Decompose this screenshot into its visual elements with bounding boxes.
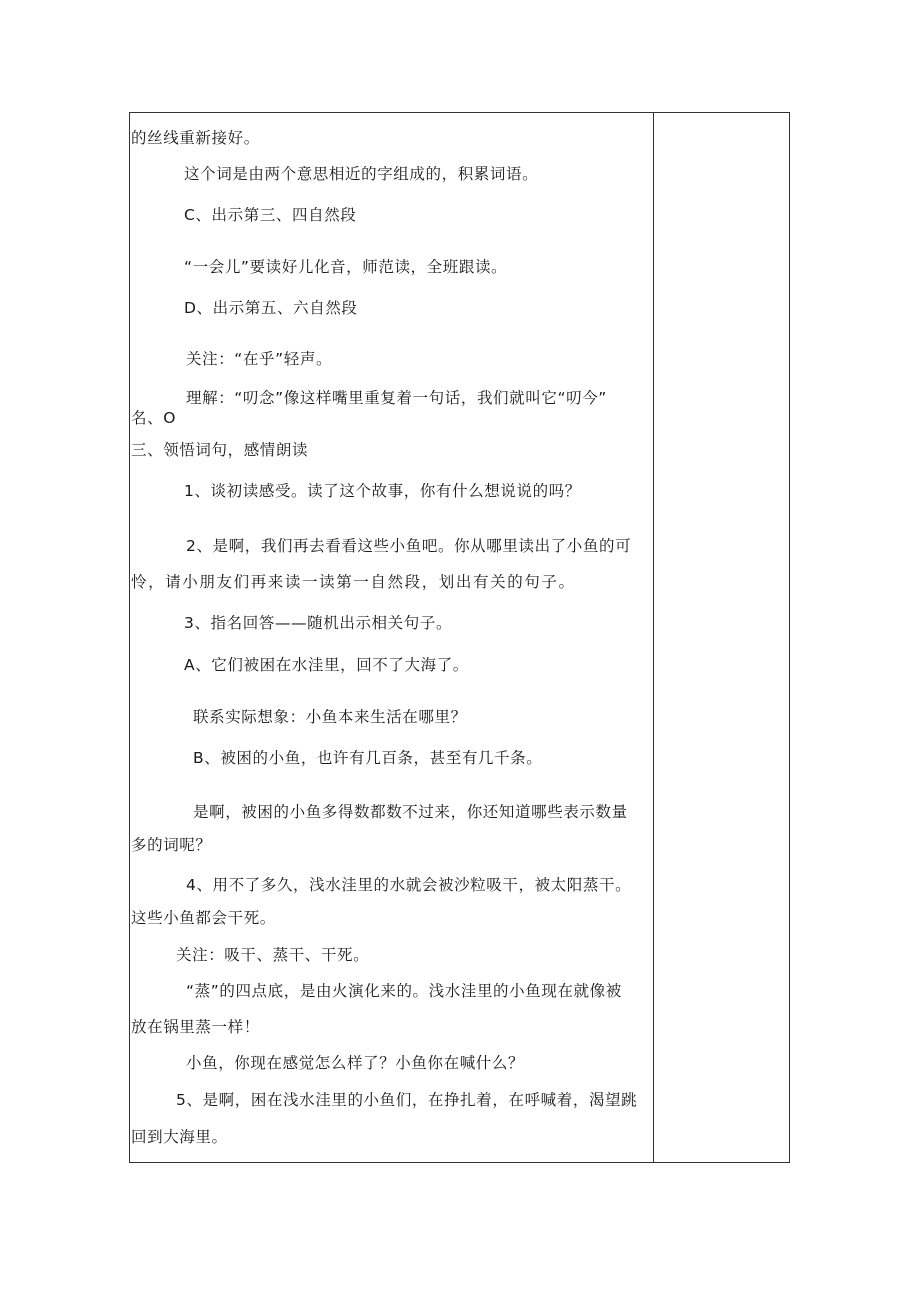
text-line: C、出示第三、四自然段 bbox=[184, 206, 357, 224]
text-line: 这个词是由两个意思相近的字组成的，积累词语。 bbox=[184, 165, 539, 183]
text-line: D、出示第五、六自然段 bbox=[184, 299, 358, 317]
column-divider bbox=[653, 112, 654, 1163]
text-line: 联系实际想象：小鱼本来生活在哪里？ bbox=[193, 708, 467, 726]
text-line: 回到大海里。 bbox=[131, 1128, 228, 1146]
text-line: 5、是啊，困在浅水洼里的小鱼们，在挣扎着，在呼喊着，渴望跳 bbox=[176, 1091, 638, 1109]
text-line: 2、是啊，我们再去看看这些小鱼吧。你从哪里读出了小鱼的可 bbox=[186, 537, 632, 555]
text-line: A、它们被困在水洼里，回不了大海了。 bbox=[184, 656, 469, 674]
text-line: 这些小鱼都会干死。 bbox=[131, 909, 276, 927]
text-line: 放在锅里蒸一样！ bbox=[131, 1018, 260, 1036]
text-line: 关注：“在乎”轻声。 bbox=[186, 350, 333, 368]
text-line: “蒸”的四点底，是由火演化来的。浅水洼里的小鱼现在就像被 bbox=[186, 982, 622, 1000]
text-line: “一会儿”要读好儿化音，师范读，全班跟读。 bbox=[184, 258, 508, 276]
text-line: 理解：“叨念”像这样嘴里重复着一句话，我们就叫它“叨今” bbox=[186, 389, 607, 407]
text-line: B、被困的小鱼，也许有几百条，甚至有几千条。 bbox=[193, 749, 543, 767]
text-line: 是啊，被困的小鱼多得数都数不过来，你还知道哪些表示数量 bbox=[193, 803, 628, 821]
text-line: 名、O bbox=[131, 409, 177, 427]
text-line: 的丝线重新接好。 bbox=[131, 129, 260, 147]
text-line: 1、谈初读感受。读了这个故事，你有什么想说说的吗？ bbox=[184, 482, 581, 500]
section-heading: 三、领悟词句，感情朗读 bbox=[131, 441, 309, 459]
text-line: 多的词呢？ bbox=[131, 836, 212, 854]
text-line: 小鱼，你现在感觉怎么样了？小鱼你在喊什么？ bbox=[186, 1054, 525, 1072]
text-line: 怜，请小朋友们再来读一读第一自然段，划出有关的句子。 bbox=[131, 573, 576, 591]
text-line: 关注：吸干、蒸干、干死。 bbox=[176, 946, 370, 964]
text-line: 4、用不了多久，浅水洼里的水就会被沙粒吸干，被太阳蒸干。 bbox=[186, 876, 632, 894]
text-line: 3、指名回答——随机出示相关句子。 bbox=[184, 614, 453, 632]
